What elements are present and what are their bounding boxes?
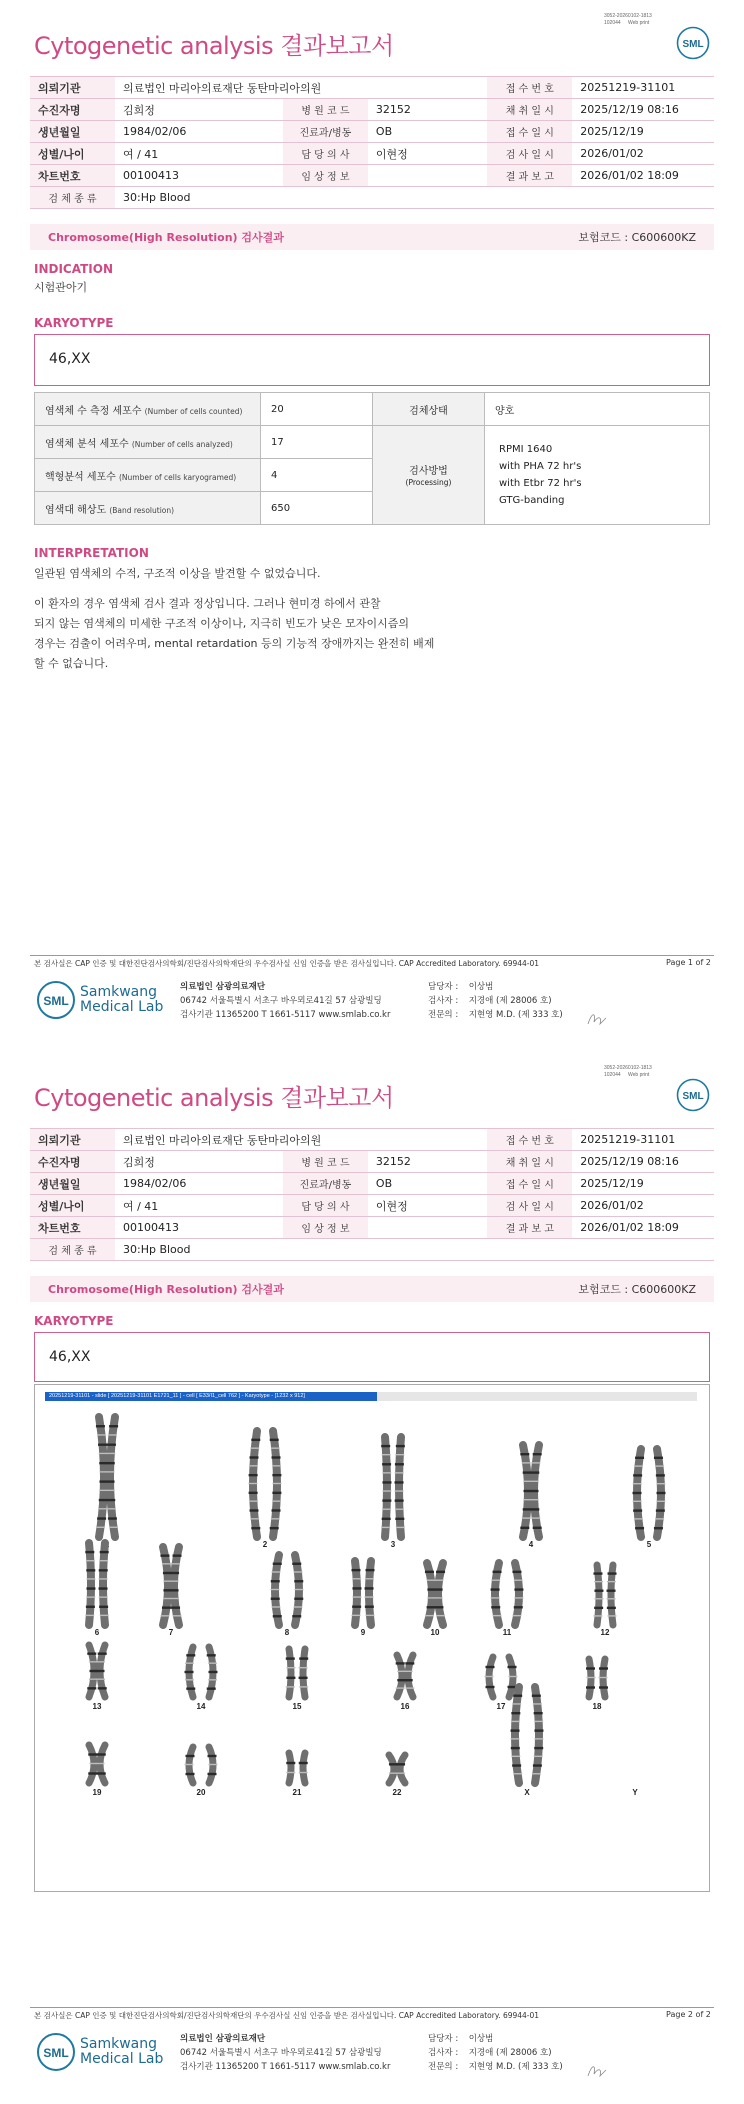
interpretation-heading: INTERPRETATION: [34, 546, 149, 560]
chromosome-17: [485, 1657, 495, 1697]
chromosome-6: [99, 1543, 109, 1625]
chromosome-15: [286, 1649, 296, 1697]
chromosome-label-7: 7: [168, 1628, 174, 1637]
chromosome-18: [599, 1659, 609, 1697]
chromosome-22: [396, 1755, 405, 1783]
karyotype-result: 46,XX: [34, 1332, 710, 1382]
chromosome-label-X: X: [524, 1788, 530, 1797]
chromosome-label-15: 15: [292, 1702, 302, 1711]
info-row: 검 체 종 류 30:Hp Blood: [30, 187, 714, 209]
chromosome-label-18: 18: [592, 1702, 602, 1711]
chromosome-2: [270, 1431, 282, 1537]
chromosome-16: [404, 1655, 415, 1697]
chromosome-19: [96, 1745, 106, 1783]
result-section-bar: Chromosome(High Resolution) 검사결과 보험코드 : C600600KZ: [30, 1276, 714, 1302]
lab-address: 의료법인 삼광의료재단 06742 서울특별시 서초구 바우뫼로41길 57 삼광빌딩 검사기관 11365200 T 1661-5117 www.smlab.co.kr: [180, 982, 391, 1020]
info-row: 생년월일 1984/02/06 진료과/병동 OB 접 수 일 시 2025/12/19: [30, 121, 714, 143]
stat-label: 염색대 해상도 (Band resolution): [35, 492, 261, 525]
chromosome-15: [299, 1649, 309, 1697]
sml-logo-icon: [676, 1078, 710, 1112]
chromosome-label-5: 5: [646, 1540, 652, 1549]
chromosome-7: [170, 1547, 182, 1625]
chromosome-8: [292, 1555, 303, 1625]
chromosome-X: [511, 1687, 523, 1783]
chromosome-label-9: 9: [360, 1628, 366, 1637]
signature-mark: [586, 1010, 610, 1028]
sml-logo-icon: [676, 26, 710, 60]
footer-divider: [30, 955, 714, 956]
svg-text:SML: SML: [682, 39, 704, 50]
chromosome-12: [607, 1565, 617, 1625]
chromosome-14: [207, 1647, 218, 1697]
chromosome-label-19: 19: [92, 1788, 102, 1797]
karyotype-heading: KARYOTYPE: [34, 316, 114, 330]
page-number: Page 1 of 2: [666, 958, 711, 967]
info-row: 차트번호 00100413 임 상 정 보 결 과 보 고 2026/01/02 18:09: [30, 165, 714, 187]
karyogram-figure: [35, 1385, 711, 1893]
footer-divider: [30, 2007, 714, 2008]
footer-logo: SML Samkwang Medical Lab: [36, 2032, 163, 2072]
karyogram-caption-bar: 20251219-31101 - slide [ 20251219-31101 E1721_11 ] - cell [ E33/I1_cell 762 ] - Karyotype - [1232 x 912]: [45, 1392, 697, 1401]
karyotype-result: 46,XX: [34, 334, 710, 386]
karyotype-heading: KARYOTYPE: [34, 1314, 114, 1328]
chromosome-20: [208, 1747, 218, 1783]
chromosome-14: [185, 1647, 196, 1697]
lab-staff: 담당자 : 이상범 검사자 : 지경애 (제 28006 호) 전문의 : 지현영 M.D. (제 333 호): [428, 2034, 563, 2072]
samkwang-logo-icon: [36, 2032, 76, 2072]
report-title: Cytogenetic analysis 결과보고서: [34, 1084, 394, 1112]
stat-label: 염색체 수 측정 세포수 (Number of cells counted): [35, 393, 261, 426]
interpretation-text: 일관된 염색체의 수적, 구조적 이상을 발견할 수 없었습니다. 이 환자의 경우 염색체 검사 결과 정상입니다. 그러나 현미경 하에서 관찰 되지 않는 염색체의 미세한 구조적 이상이나, 지극히 빈도가 낮은 모자이시즘의 경우는 검출이 어려우며, mental retardation 등의 기능적 장애까지는 완전히 배제 할 수 없습니다.: [34, 567, 435, 670]
print-codes: 3052-20260102-1813 102044 Web print: [604, 1065, 652, 1078]
stat-label: 핵형분석 세포수 (Number of cells karyogramed): [35, 459, 261, 492]
chromosome-4: [530, 1445, 542, 1537]
print-codes: 3052-20260102-1813 102044 Web print: [604, 13, 652, 26]
section-title: Chromosome(High Resolution) 검사결과: [48, 231, 284, 244]
chromosome-5: [654, 1449, 666, 1537]
chromosome-label-4: 4: [528, 1540, 534, 1549]
chromosome-label-13: 13: [92, 1702, 102, 1711]
chromosome-label-1: 1: [104, 1540, 110, 1549]
insurance-code: 보험코드 : C600600KZ: [578, 231, 696, 244]
chromosome-20: [185, 1747, 195, 1783]
result-section-bar: [30, 224, 714, 250]
chromosome-2: [249, 1431, 261, 1537]
chromosome-1: [106, 1417, 119, 1537]
accreditation-note: 본 검사실은 CAP 인증 및 대한진단검사의학회/진단검사의학재단의 우수검사실 신임 인증을 받은 검사실입니다. CAP Accredited Laboratory. 69944-01: [34, 2011, 540, 2020]
chromosome-label-20: 20: [196, 1788, 206, 1797]
chromosome-X: [532, 1687, 544, 1783]
method-label: 검사방법 (Processing): [373, 426, 485, 525]
patient-info-table: 의뢰기관 의료법인 마리아의료재단 동탄마리아의원 접 수 번 호 20251219-31101 수진자명 김희정 병 원 코 드 32152 채 취 일 시 2025/12/19 08:16 생년월일 1984/02/06 진료과/병동 OB 접 수 일 시 2025/12/19 성별/나이 여 / 41 담 당 의 사 이현정 검 사 일 시 2026/01/02 차트번호 00100413 임 상 정 보 결 과 보 고 2026/01/02 18:09 검 체 종 류 30:Hp Blood: [30, 1128, 714, 1261]
report-title: Cytogenetic analysis 결과보고서: [34, 32, 394, 60]
chromosome-9: [351, 1561, 361, 1625]
chromosome-8: [271, 1555, 282, 1625]
svg-text:SML: SML: [43, 2046, 69, 2060]
accreditation-note: 본 검사실은 CAP 인증 및 대한진단검사의학회/진단검사의학재단의 우수검사실 신임 인증을 받은 검사실입니다. CAP Accredited Laboratory. 69944-01: [34, 959, 540, 968]
chromosome-label-14: 14: [196, 1702, 206, 1711]
karyogram-image: [34, 1384, 710, 1892]
info-row: 성별/나이 여 / 41 담 당 의 사 이현정 검 사 일 시 2026/01/02: [30, 143, 714, 165]
lab-address: 의료법인 삼광의료재단 06742 서울특별시 서초구 바우뫼로41길 57 삼광빌딩 검사기관 11365200 T 1661-5117 www.smlab.co.kr: [180, 2034, 391, 2072]
info-row: 의뢰기관 의료법인 마리아의료재단 동탄마리아의원 접 수 번 호 20251219-31101: [30, 77, 714, 99]
patient-info-table: [30, 76, 714, 209]
chromosome-label-12: 12: [600, 1628, 610, 1637]
chromosome-label-2: 2: [262, 1540, 268, 1549]
chromosome-label-3: 3: [390, 1540, 396, 1549]
chromosome-label-6: 6: [94, 1628, 100, 1637]
chromosome-21: [299, 1753, 308, 1783]
indication-text: 시험관아기: [34, 281, 88, 294]
info-row: 수진자명 김희정 병 원 코 드 32152 채 취 일 시 2025/12/19 08:16: [30, 99, 714, 121]
chromosome-10: [434, 1563, 445, 1625]
page-number: Page 2 of 2: [666, 2010, 711, 2019]
chromosome-18: [586, 1659, 596, 1697]
chromosome-3: [381, 1437, 391, 1537]
footer-logo: SML Samkwang Medical Lab: [36, 980, 163, 1020]
chromosome-label-11: 11: [502, 1628, 512, 1637]
chromosome-label-10: 10: [430, 1628, 440, 1637]
chromosome-6: [85, 1543, 95, 1625]
chromosome-12: [593, 1565, 603, 1625]
method-value: RPMI 1640 with PHA 72 hr's with Etbr 72 hr's GTG-banding: [485, 426, 710, 525]
svg-text:SML: SML: [682, 1091, 704, 1102]
chromosome-5: [633, 1449, 645, 1537]
chromosome-11: [512, 1563, 523, 1625]
chromosome-3: [395, 1437, 405, 1537]
chromosome-label-17: 17: [496, 1702, 506, 1711]
svg-text:SML: SML: [43, 994, 69, 1008]
indication-heading: INDICATION: [34, 262, 113, 276]
report-page-2: [0, 1052, 744, 2104]
chromosome-label-16: 16: [400, 1702, 410, 1711]
chromosome-13: [96, 1645, 107, 1697]
cell-stats-table: 염색체 수 측정 세포수 (Number of cells counted) 20 검체상태 양호 염색체 분석 세포수 (Number of cells analyzed) 17 검사방법 (Processing) RPMI 1640 with PHA 72 hr's with Etbr 72 hr's GTG-banding 핵형분석 세포수 (Number of cells karyogramed) 4 염색대 해상도 (Band resolution) 650: [34, 392, 710, 525]
signature-mark: [586, 2062, 610, 2080]
chromosome-label-22: 22: [392, 1788, 402, 1797]
samkwang-logo-icon: [36, 980, 76, 1020]
chromosome-11: [491, 1563, 502, 1625]
lab-staff: 담당자 : 이상범 검사자 : 지경애 (제 28006 호) 전문의 : 지현영 M.D. (제 333 호): [428, 982, 563, 1020]
chromosome-label-Y: Y: [632, 1788, 638, 1797]
chromosome-21: [286, 1753, 295, 1783]
chromosome-label-8: 8: [284, 1628, 290, 1637]
stat-label: 염색체 분석 세포수 (Number of cells analyzed): [35, 426, 261, 459]
chromosome-label-21: 21: [292, 1788, 302, 1797]
chromosome-9: [365, 1561, 375, 1625]
